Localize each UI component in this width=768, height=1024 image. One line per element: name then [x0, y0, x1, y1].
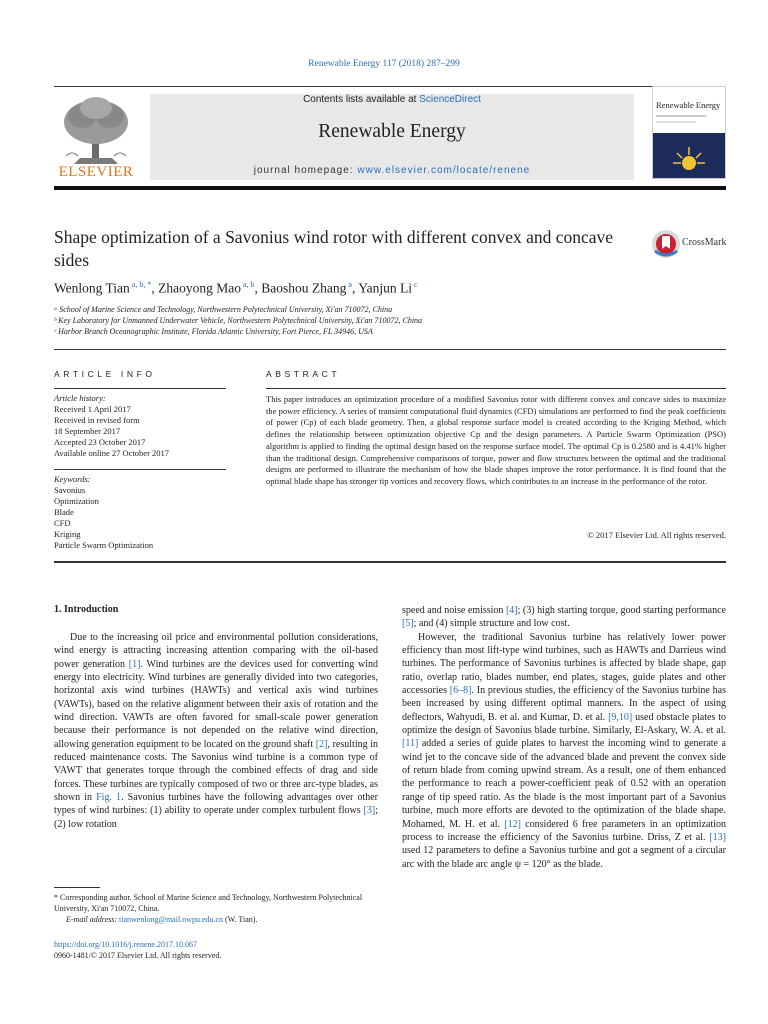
- keywords-label: Keywords:: [54, 474, 91, 484]
- body-text: used 12 parameters to define a Savonius turbine and got a segment of a circular arc with the blade arc angle ψ = 120° as the blade.: [402, 845, 726, 870]
- body-text: added a series of guide plates to harvest the incoming wind to generate a wind jet to the concave side of the advanced blade and prevent the convex side of return blade from coming upwind stream. As a result, one of them enhanced the performance to reach a power-coefficient peak of 0.52 with an operation range of tip speed ratio. As the blade is the most important part of a Savonius turbine, much more efforts are devoted to the optimization of the blade shape. Mohamed, M. H. et al.: [402, 738, 726, 830]
- abstract-copyright: © 2017 Elsevier Ltd. All rights reserved.: [587, 530, 726, 540]
- body-text: considered 6 free parameters in an optimization process to increase the efficiency of the Savonius turbine. Driss, Z et al.: [402, 818, 727, 843]
- paragraph: [402, 631, 726, 871]
- citation-link[interactable]: [3]: [363, 805, 376, 817]
- keywords-rule: [54, 469, 226, 470]
- keyword: Kriging: [54, 529, 81, 539]
- affiliation-a: ᵃ School of Marine Science and Technology, Northwestern Polytechnical University, Xi'an 710072, China: [54, 305, 393, 314]
- citation-link[interactable]: [11]: [402, 738, 419, 750]
- author-name[interactable]: Zhaoyong Mao: [158, 280, 241, 296]
- author-separator: ,: [254, 280, 262, 296]
- body-text: . Savonius turbines have the following advantages over other types of wind turbines: (1) ability to operate under complex turbulent flows: [54, 792, 378, 817]
- body-text: ; and (4) simple structure and low cost.: [413, 618, 570, 630]
- author-affiliation-marks[interactable]: a, b: [240, 280, 255, 289]
- citation-link[interactable]: [2]: [315, 738, 328, 750]
- affiliation-c: ᶜ Harbor Branch Oceanographic Institute, Florida Atlantic University, Fort Pierce, FL 34946, USA: [54, 327, 373, 336]
- doi-link[interactable]: https://doi.org/10.1016/j.renene.2017.10.067: [54, 940, 197, 949]
- keyword: Optimization: [54, 496, 99, 506]
- author-list: [54, 280, 654, 297]
- crossmark-icon: [651, 229, 681, 259]
- keyword: Blade: [54, 507, 74, 517]
- citation-link[interactable]: [6–8]: [449, 685, 472, 697]
- article-info-rule: [54, 388, 226, 389]
- crossmark-label: CrossMark: [682, 237, 727, 248]
- article-title: Shape optimization of a Savonius wind rotor with different convex and concave sides: [54, 227, 614, 270]
- body-text: ; (3) high starting torque, good starting performance: [517, 605, 726, 616]
- crossmark-badge[interactable]: [651, 229, 731, 261]
- author-name[interactable]: Yanjun Li: [358, 280, 412, 296]
- keyword: Particle Swarm Optimization: [54, 540, 154, 550]
- cover-sunburst-icon: [653, 133, 725, 178]
- issn-line: 0960-1481/© 2017 Elsevier Ltd. All rights reserved.: [54, 951, 222, 960]
- abstract-bottom-rule: [54, 561, 726, 563]
- author-separator: ,: [151, 280, 159, 296]
- corresponding-author-note: * Corresponding author. School of Marine Science and Technology, Northwestern Polytechnical University, Xi'an 710072, China.: [54, 893, 363, 913]
- intro-paragraph-left: [54, 631, 378, 831]
- keyword: Savonius: [54, 485, 86, 495]
- body-text: However, the traditional Savonius turbine has relatively lower power efficiency than most lift-type wind turbines, such as HAWTs and Darrieus wind turbines. The performance of Savonius turbines is affected by blade shape, gap ratio, overlap ratio, blades number, end plates, stages, guide plates and other accessories: [402, 631, 726, 697]
- article-history: [54, 393, 254, 459]
- cover-subtitle-line: [656, 121, 696, 123]
- intro-paragraph-right: [402, 604, 726, 871]
- citation-link[interactable]: [1]: [128, 658, 141, 670]
- keyword: CFD: [54, 518, 71, 528]
- author-name[interactable]: Wenlong Tian: [54, 280, 130, 296]
- body-text: Due to the increasing oil price and environmental pollution considerations, wind energy is attracting increasing attention comparing with the oil-based power generation: [54, 632, 378, 670]
- homepage-prefix: journal homepage:: [253, 165, 358, 176]
- body-text: . In previous studies, the efficiency of the Savonius turbine has been increased by using different optimal manners. In the aspect of using deflectors, Wahyudi, B. et al. and Kumar, D. et al.: [402, 685, 726, 723]
- header-thick-rule: [54, 186, 726, 190]
- footnote-rule: [54, 887, 100, 888]
- body-text: ; (2) low rotation: [54, 805, 378, 830]
- history-item: Received 1 April 2017: [54, 404, 131, 414]
- body-text: . Wind turbines are the devices used for converting wind energy into electricity. Wind turbines are generally divided into two categories, horizontal axis wind turbines (HAWTs) and vertical axis wind turbines (VAWTs), based on the relative alignment between their axis of rotation and the wind direction. VAWTs are often favored for small-scale power generation because their performance is not depended on the relative wind direction, allowing generation equipment to be located on the ground shaft: [54, 658, 378, 750]
- email-link[interactable]: tianwenlong@mail.nwpu.edu.cn: [119, 915, 224, 924]
- abstract-text: This paper introduces an optimization procedure of a modified Savonius rotor with different convex and concave sides to maximize the power efficiency. A series of transient computational fluid dynamics (CFD) simulations are performed to find the peak coefficients of power (Cp) of each blade geometry. Then, a global response surface model is created according to the Kriging Method, which defines the relationship between optimization objective Cp and the design parameters. A Particle Swarm Optimization (PSO) algorithm is applied to finding the optimal design based on the response surface model. The optimal Cp is 0.2580 and is 4.41% higher than the traditional design. Comprehensive comparisons of torque, power and flow structures between the optimal and the traditional designs are performed to illustrate the mechanism of how the blade shapes improve the rotor performance. It is find found that the optimal blade shape has stronger tip vortices and recovery flows, which contributes to an increase in the performance of the rotor.: [266, 394, 726, 486]
- citation-link[interactable]: [4]: [505, 605, 518, 616]
- email-suffix: (W. Tian).: [223, 915, 258, 924]
- email-note: [66, 914, 386, 925]
- author-affiliation-marks[interactable]: a, b, *: [129, 280, 152, 289]
- journal-cover[interactable]: [652, 86, 726, 179]
- citation-link[interactable]: [12]: [504, 818, 521, 830]
- body-text: used obstacle plates to optimize the design of Savonius blade turbine. Similarly, El-Askary, W. A. et al.: [402, 711, 726, 737]
- contents-prefix: Contents lists available at: [303, 94, 420, 105]
- abstract-rule: [266, 388, 726, 389]
- body-text: , resulting in reduced maintenance costs. The Savonius wind turbine is a common type of VAWT that generates torque through the combined effects of drag and side forces. These turbines are typically composed of two or three arc-type blades, as shown in: [54, 738, 379, 804]
- header-rule: [54, 86, 726, 87]
- body-text: speed and noise emission: [402, 605, 506, 616]
- history-item: Available online 27 October 2017: [54, 448, 170, 458]
- citation-link[interactable]: [9,10]: [608, 711, 633, 723]
- author-affiliation-marks[interactable]: c: [412, 280, 418, 289]
- email-label: E-mail address:: [66, 915, 120, 924]
- affiliation-rule: [54, 349, 726, 350]
- elsevier-wordmark: ELSEVIER: [58, 164, 134, 180]
- journal-title: Renewable Energy: [318, 121, 466, 142]
- homepage-line: [150, 165, 634, 176]
- article-info-heading: ARTICLE INFO: [54, 369, 156, 379]
- abstract-heading: ABSTRACT: [266, 369, 341, 379]
- homepage-link[interactable]: www.elsevier.com/locate/renene: [357, 165, 531, 176]
- keywords-block: [54, 474, 254, 551]
- cover-subtitle-line: [656, 115, 706, 117]
- elsevier-logo[interactable]: [54, 92, 138, 182]
- history-item: Received in revised form: [54, 415, 140, 425]
- history-label: Article history:: [54, 393, 106, 403]
- author-separator: ,: [351, 280, 359, 296]
- cover-artwork: [653, 133, 725, 178]
- contents-line: [150, 94, 634, 105]
- history-item: Accepted 23 October 2017: [54, 437, 146, 447]
- affiliation-b: ᵇ Key Laboratory for Unmanned Underwater Vehicle, Northwestern Polytechnical University, Xi'an 710072, China: [54, 316, 423, 325]
- citation-link[interactable]: [13]: [709, 831, 726, 843]
- citation-link[interactable]: [5]: [402, 618, 414, 630]
- figure-link[interactable]: Fig. 1: [96, 792, 122, 804]
- sciencedirect-link[interactable]: ScienceDirect: [419, 94, 481, 105]
- journal-reference[interactable]: Renewable Energy 117 (2018) 287–299: [308, 59, 460, 69]
- paragraph-continuation: [402, 604, 726, 631]
- cover-title: Renewable Energy: [656, 100, 721, 110]
- history-item: 18 September 2017: [54, 426, 121, 436]
- author-affiliation-marks[interactable]: a: [346, 280, 352, 289]
- section-heading: 1. Introduction: [54, 604, 119, 615]
- author-name[interactable]: Baoshou Zhang: [261, 280, 347, 296]
